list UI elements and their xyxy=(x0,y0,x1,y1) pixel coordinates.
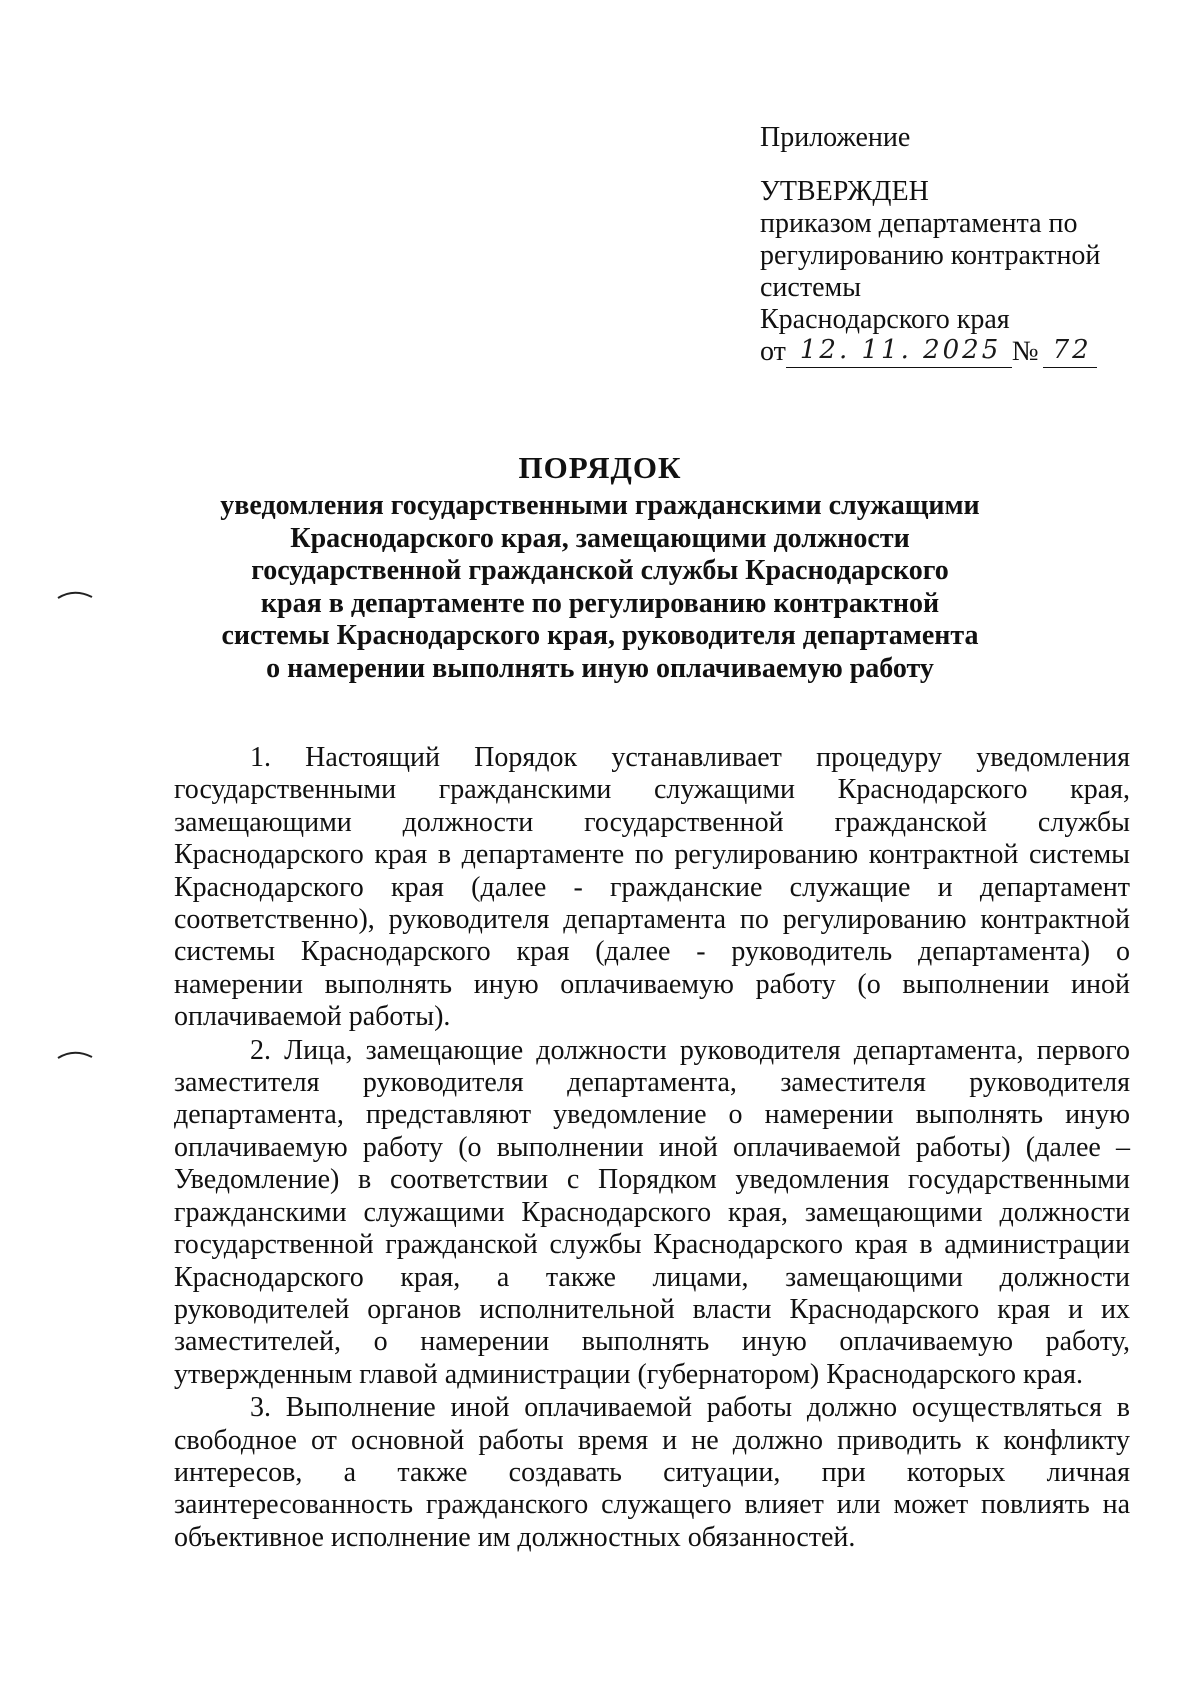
number-prefix: № xyxy=(1011,336,1039,367)
title-subline: уведомления государственными гражданскими служащими xyxy=(220,490,980,521)
approval-line: приказом департамента по xyxy=(760,208,1078,239)
order-date-line xyxy=(760,336,1160,372)
document-title xyxy=(150,448,1050,685)
title-subline: о намерении выполнять иную оплачиваемую работу xyxy=(266,652,934,684)
approval-line: регулированию контрактной xyxy=(760,240,1101,271)
title-main: ПОРЯДОК xyxy=(518,450,682,485)
paragraph-1: 1. Настоящий Порядок устанавливает процедуру уведомления государственными гражданскими служащими Краснодарского края, замещающими должности государственной гражданской службы Краснодарского края в департаменте по регулированию контрактной системы Краснодарского края (далее - гражданские служащие и департамент соответственно), руководителя департамента по регулированию контрактной системы Краснодарского края (далее - руководитель департамента) о намерении выполнять иную оплачиваемую работу (о выполнении иной оплачиваемой работы). xyxy=(174,742,1130,1033)
paragraph-2: 2. Лица, замещающие должности руководителя департамента, первого заместителя руководителя департамента, заместителя руководителя департамента, представляют уведомление о намерении выполнять иную оплачиваемую работу (о выполнении иной оплачиваемой работы) (далее – Уведомление) в соответствии с Порядком уведомления государственными гражданскими служащими Краснодарского края, замещающими должности государственной гражданской службы Краснодарского края в администрации Краснодарского края, а также лицами, замещающими должности руководителей органов исполнительной власти Краснодарского края и их заместителей, о намерении выполнять иную оплачиваемую работу, утвержденным главой администрации (губернатором) Краснодарского края. xyxy=(174,1034,1130,1390)
appendix-label: Приложение xyxy=(760,122,911,153)
handwritten-date: 12. 11. 2025 xyxy=(799,335,1002,365)
approval-block xyxy=(760,122,1160,372)
approved-label: УТВЕРЖДЕН xyxy=(760,176,929,207)
title-subline: края в департаменте по регулированию контрактной xyxy=(260,587,940,619)
punch-hole-mark xyxy=(56,590,94,600)
title-subline: государственной гражданской службы Краснодарского xyxy=(251,555,949,586)
handwritten-number: 72 xyxy=(1052,335,1092,365)
date-field xyxy=(786,337,1012,368)
paragraph-3: 3. Выполнение иной оплачиваемой работы должно осуществляться в свободное от основной работы время и не должно приводить к конфликту интересов, а также создавать ситуации, при которых личная заинтересованность гражданского служащего влияет или может повлиять на объективное исполнение им должностных обязанностей. xyxy=(174,1392,1130,1553)
punch-hole-mark xyxy=(56,1050,94,1060)
approval-line: системы xyxy=(760,272,862,303)
approval-line: Краснодарского края xyxy=(760,304,1010,335)
document-body xyxy=(174,742,1130,1554)
number-field xyxy=(1043,337,1097,368)
date-prefix: от xyxy=(760,336,786,367)
title-subline: системы Краснодарского края, руководителя департамента xyxy=(221,620,979,651)
title-subline: Краснодарского края, замещающими должности xyxy=(290,522,910,554)
